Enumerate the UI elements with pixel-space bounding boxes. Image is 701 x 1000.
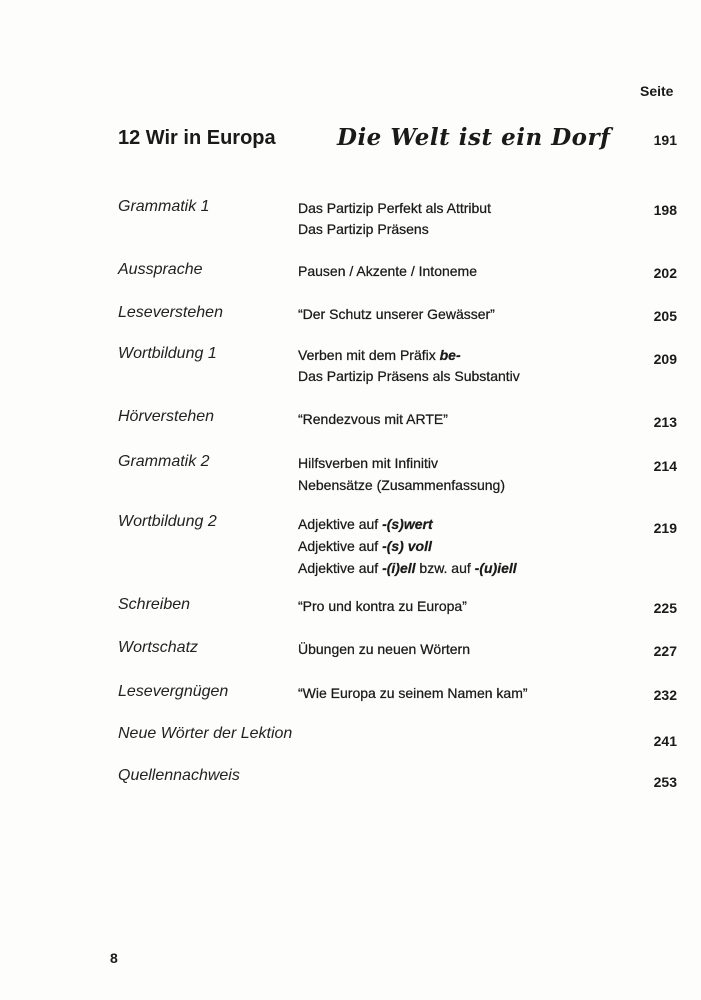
toc-entry-topic — [298, 455, 438, 471]
topic-text: Das Partizip Perfekt als Attribut — [298, 200, 491, 216]
topic-text: Adjektive auf — [298, 516, 383, 532]
toc-entry-page: 232 — [653, 687, 677, 703]
topic-suffix-emphasis: -(i)ell — [382, 560, 416, 576]
toc-entry-label: Leseverstehen — [118, 304, 223, 321]
toc-entry-topic — [298, 221, 429, 237]
toc-entry-page: 241 — [653, 733, 677, 749]
toc-entry-topic — [298, 477, 505, 493]
toc-entry-label: Wortbildung 2 — [118, 513, 217, 530]
topic-text: Adjektive auf — [298, 538, 383, 554]
toc-entry-page: 225 — [653, 600, 677, 616]
toc-entry-page: 213 — [653, 414, 677, 430]
chapter-title: 12 Wir in Europa — [118, 127, 276, 149]
toc-entry-label: Neue Wörter der Lektion — [118, 725, 293, 742]
toc-entry-page: 202 — [653, 265, 677, 281]
toc-entry-topic — [298, 516, 433, 532]
toc-entry-label: Hörverstehen — [118, 408, 215, 425]
topic-text: “Pro und kontra zu Europa” — [298, 598, 467, 614]
toc-entry-page: 205 — [653, 308, 677, 324]
toc-entry-page: 209 — [653, 351, 677, 367]
topic-text: Nebensätze (Zusammenfassung) — [298, 477, 505, 493]
toc-entry-topic — [298, 538, 432, 554]
toc-entry-page: 219 — [653, 520, 677, 536]
toc-entry-page: 214 — [653, 458, 677, 474]
toc-entry-topic — [298, 347, 461, 363]
toc-entry-topic — [298, 560, 517, 576]
topic-suffix-emphasis: -(s) voll — [382, 538, 432, 554]
topic-text: Das Partizip Präsens — [298, 221, 429, 237]
topic-text: Pausen / Akzente / Intoneme — [298, 263, 478, 279]
toc-entry-topic — [298, 263, 477, 279]
toc-entry-label: Grammatik 1 — [118, 198, 210, 215]
toc-entry-label: Lesevergnügen — [118, 683, 229, 700]
page-column-header: Seite — [640, 83, 674, 99]
topic-text: Das Partizip Präsens als Substantiv — [298, 368, 520, 384]
topic-text: “Wie Europa zu seinem Namen kam” — [298, 685, 528, 701]
topic-suffix-emphasis: be- — [439, 347, 461, 363]
page-number: 8 — [110, 950, 118, 966]
topic-text: “Der Schutz unserer Gewässer” — [298, 306, 495, 322]
toc-entry-page: 198 — [653, 202, 677, 218]
toc-entry-topic — [298, 368, 520, 384]
topic-suffix-emphasis: -(s)wert — [382, 516, 433, 532]
toc-entry-topic — [298, 411, 448, 427]
toc-entry-topic — [298, 306, 495, 322]
toc-entry-label: Wortbildung 1 — [118, 345, 217, 362]
topic-text: Hilfsverben mit Infinitiv — [298, 455, 439, 471]
toc-entry-page: 227 — [653, 643, 677, 659]
toc-entry-label: Aussprache — [118, 261, 203, 278]
toc-entry-topic — [298, 685, 528, 701]
topic-text: Adjektive auf — [298, 560, 383, 576]
toc-entry-topic — [298, 641, 470, 657]
topic-text: Verben mit dem Präfix — [298, 347, 440, 363]
chapter-page-number: 191 — [653, 132, 677, 148]
toc-entry-label: Schreiben — [118, 596, 191, 613]
toc-entry-label: Grammatik 2 — [118, 453, 210, 470]
topic-suffix-emphasis: -(u)iell — [474, 560, 517, 576]
chapter-motto: Die Welt ist ein Dorf — [337, 124, 611, 151]
topic-text: bzw. auf — [415, 560, 475, 576]
toc-entry-label: Quellennachweis — [118, 767, 240, 784]
topic-text: “Rendezvous mit ARTE” — [298, 411, 448, 427]
topic-text: Übungen zu neuen Wörtern — [298, 641, 470, 657]
toc-entry-label: Wortschatz — [118, 639, 199, 656]
toc-entry-page: 253 — [653, 774, 677, 790]
toc-entry-topic — [298, 200, 491, 216]
toc-entry-topic — [298, 598, 467, 614]
